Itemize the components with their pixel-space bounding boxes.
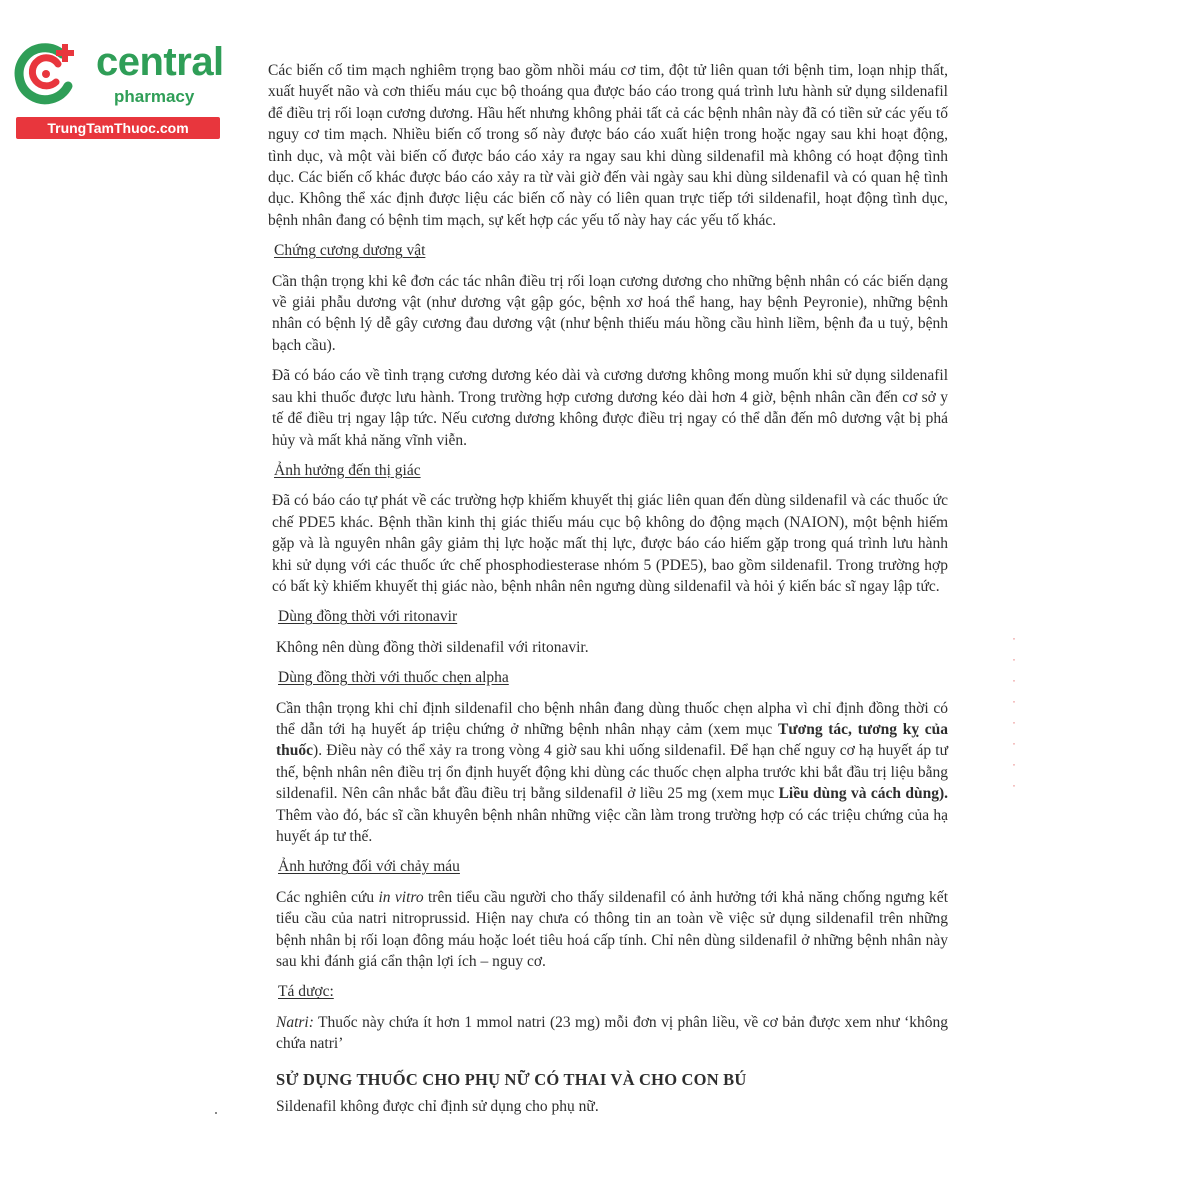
paragraph-excipients	[268, 1012, 948, 1055]
text: ). Điều này có thể xảy ra trong vòng 4 giờ sau khi uống sildenafil. Để hạn chế nguy cơ hạ huyết áp tư thế, bệnh nhân nên điều trị ổn định huyết động khi dùng các thuốc chẹn alpha trước khi bắt đầu trị liệu bằng sildenafil. Nên cân nhắc bắt đầu điều trị bằng sildenafil ở liều 25 mg (xem mục	[276, 742, 948, 803]
paragraph-bleeding	[268, 887, 948, 973]
brand-name: central	[96, 40, 224, 84]
bold-reference-dosage: Liều dùng và cách dùng).	[778, 785, 948, 803]
pharmacy-logo-icon	[10, 38, 82, 110]
paragraph-ritonavir: Không nên dùng đồng thời sildenafil với ritonavir.	[276, 638, 589, 656]
edge-mark: ·	[1012, 673, 1016, 687]
paragraph-vision: Đã có báo cáo tự phát về các trường hợp khiếm khuyết thị giác liên quan đến dùng sildenafil và các thuốc ức chế PDE5 khác. Bệnh thần kinh thị giác thiếu máu cục bộ không do động mạch (NAION), một bệnh hiếm gặp và là nguyên nhân gây giảm thị lực hoặc mất thị lực, được báo cáo hiếm gặp trong quá trình lưu hành khi sử dụng với các thuốc ức chế phosphodiesterase nhóm 5 (PDE5), bao gồm sildenafil. Trong trường hợp có bất kỳ khiếm khuyết thị giác nào, bệnh nhân nên ngưng dùng sildenafil và hỏi ý kiến bác sĩ ngay lập tức.	[272, 492, 948, 595]
paragraph-priapism-caution: Cần thận trọng khi kê đơn các tác nhân điều trị rối loạn cương dương cho những bệnh nhân có các biến dạng về giải phẫu dương vật (như dương vật gập góc, bệnh xơ hoá thể hang, hay bệnh Peyronie), những bệnh nhân có bệnh lý dễ gây cương đau dương vật (như bệnh thiếu máu hồng cầu hình liềm, bệnh đa u tuỷ, bệnh bạch cầu).	[272, 272, 948, 354]
brand-tagline: pharmacy	[114, 87, 195, 106]
scan-edge-marks	[1012, 628, 1022, 798]
heading-excipients: Tá dược:	[278, 983, 334, 1001]
edge-mark: ·	[1012, 715, 1016, 729]
italic-in-vitro: in vitro	[378, 888, 424, 906]
paragraph-cardiovascular-events: Các biến cố tim mạch nghiêm trọng bao gồm nhồi máu cơ tim, đột tử liên quan tới bệnh tim, loạn nhịp thất, xuất huyết não và cơn thiếu máu cục bộ thoáng qua được báo cáo trong quá trình lưu hành sử dụng sildenafil để điều trị rối loạn cương dương. Hầu hết nhưng không phải tất cả các bệnh nhân này đã có tiền sử các yếu tố nguy cơ tim mạch. Nhiều biến cố trong số này được báo cáo xuất hiện trong hoặc ngay sau khi hoạt động, tình dục, và một vài biến cố được báo cáo xảy ra ngay sau khi dùng sildenafil mà không có hoạt động tình dục. Các biến cố khác được báo cáo xảy ra từ vài giờ đến vài ngày sau khi dùng sildenafil và có quan hệ tình dục. Không thể xác định được liệu các biến cố này có liên quan trực tiếp tới sildenafil, hoạt động tình dục, bệnh nhân đang có bệnh tim mạch, sự kết hợp các yếu tố này hay các yếu tố khác.	[268, 62, 948, 229]
heading-bleeding: Ảnh hưởng đối với chảy máu	[278, 858, 460, 876]
document-page	[268, 60, 948, 1126]
text: Các nghiên cứu	[276, 888, 379, 906]
paragraph-pregnancy: Sildenafil không được chỉ định sử dụng cho phụ nữ.	[276, 1098, 599, 1116]
heading-ritonavir: Dùng đồng thời với ritonavir	[278, 608, 458, 626]
text: trên tiểu cầu người cho thấy sildenafil có ảnh hưởng tới khả năng chống ngưng kết tiểu cầu của natri nitroprussid. Hiện nay chưa có thông tin an toàn về việc sử dụng sildenafil trên những bệnh nhân bị rối loạn đông máu hoặc loét tiêu hoá cấp tính. Chỉ nên dùng sildenafil ở những bệnh nhân này sau khi đánh giá cẩn thận lợi ích – nguy cơ.	[276, 888, 948, 971]
edge-mark: ·	[1012, 694, 1016, 708]
paragraph-priapism-reports: Đã có báo cáo về tình trạng cương dương kéo dài và cương dương không mong muốn khi sử dụng sildenafil sau khi thuốc được lưu hành. Trong trường hợp cương dương kéo dài hơn 4 giờ, bệnh nhân cần đến cơ sở y tế để điều trị ngay lập tức. Nếu cương dương không được điều trị ngay có thể dẫn đến mô dương vật bị phá hủy và mất khả năng vĩnh viễn.	[272, 367, 948, 449]
heading-priapism: Chứng cương dương vật	[274, 242, 426, 260]
edge-mark: ·	[1012, 736, 1016, 750]
paragraph-alpha-blockers	[268, 698, 948, 848]
text: Thêm vào đó, bác sĩ cần khuyên bệnh nhân những việc cần làm trong trường hợp có các triệu chứng của hạ huyết áp tư thế.	[276, 806, 948, 845]
edge-mark: ·	[1012, 652, 1016, 666]
heading-vision: Ảnh hưởng đến thị giác	[274, 461, 421, 479]
bold-reference-interactions: Tương tác, tương kỵ của thuốc	[276, 720, 949, 760]
edge-mark: ·	[1012, 778, 1016, 792]
edge-mark: ·	[1012, 631, 1016, 645]
brand-url[interactable]: TrungTamThuoc.com	[16, 117, 220, 139]
text: Thuốc này chứa ít hơn 1 mmol natri (23 mg) mỗi đơn vị phân liều, về cơ bản được xem như ‘không chứa natri’	[276, 1013, 948, 1053]
brand-logo[interactable]	[10, 38, 224, 138]
heading-alpha-blockers: Dùng đồng thời với thuốc chẹn alpha	[278, 669, 509, 687]
scan-speck	[215, 1112, 217, 1114]
text: Cần thận trọng khi chỉ định sildenafil cho bệnh nhân đang dùng thuốc chẹn alpha vì chỉ định đồng thời có thể dẫn tới hạ huyết áp triệu chứng ở những bệnh nhân nhạy cảm (xem mục	[276, 699, 948, 738]
edge-mark: ·	[1012, 757, 1016, 771]
section-title-pregnancy: SỬ DỤNG THUỐC CHO PHỤ NỮ CÓ THAI VÀ CHO CON BÚ	[276, 1069, 747, 1089]
italic-sodium: Natri:	[276, 1013, 314, 1031]
